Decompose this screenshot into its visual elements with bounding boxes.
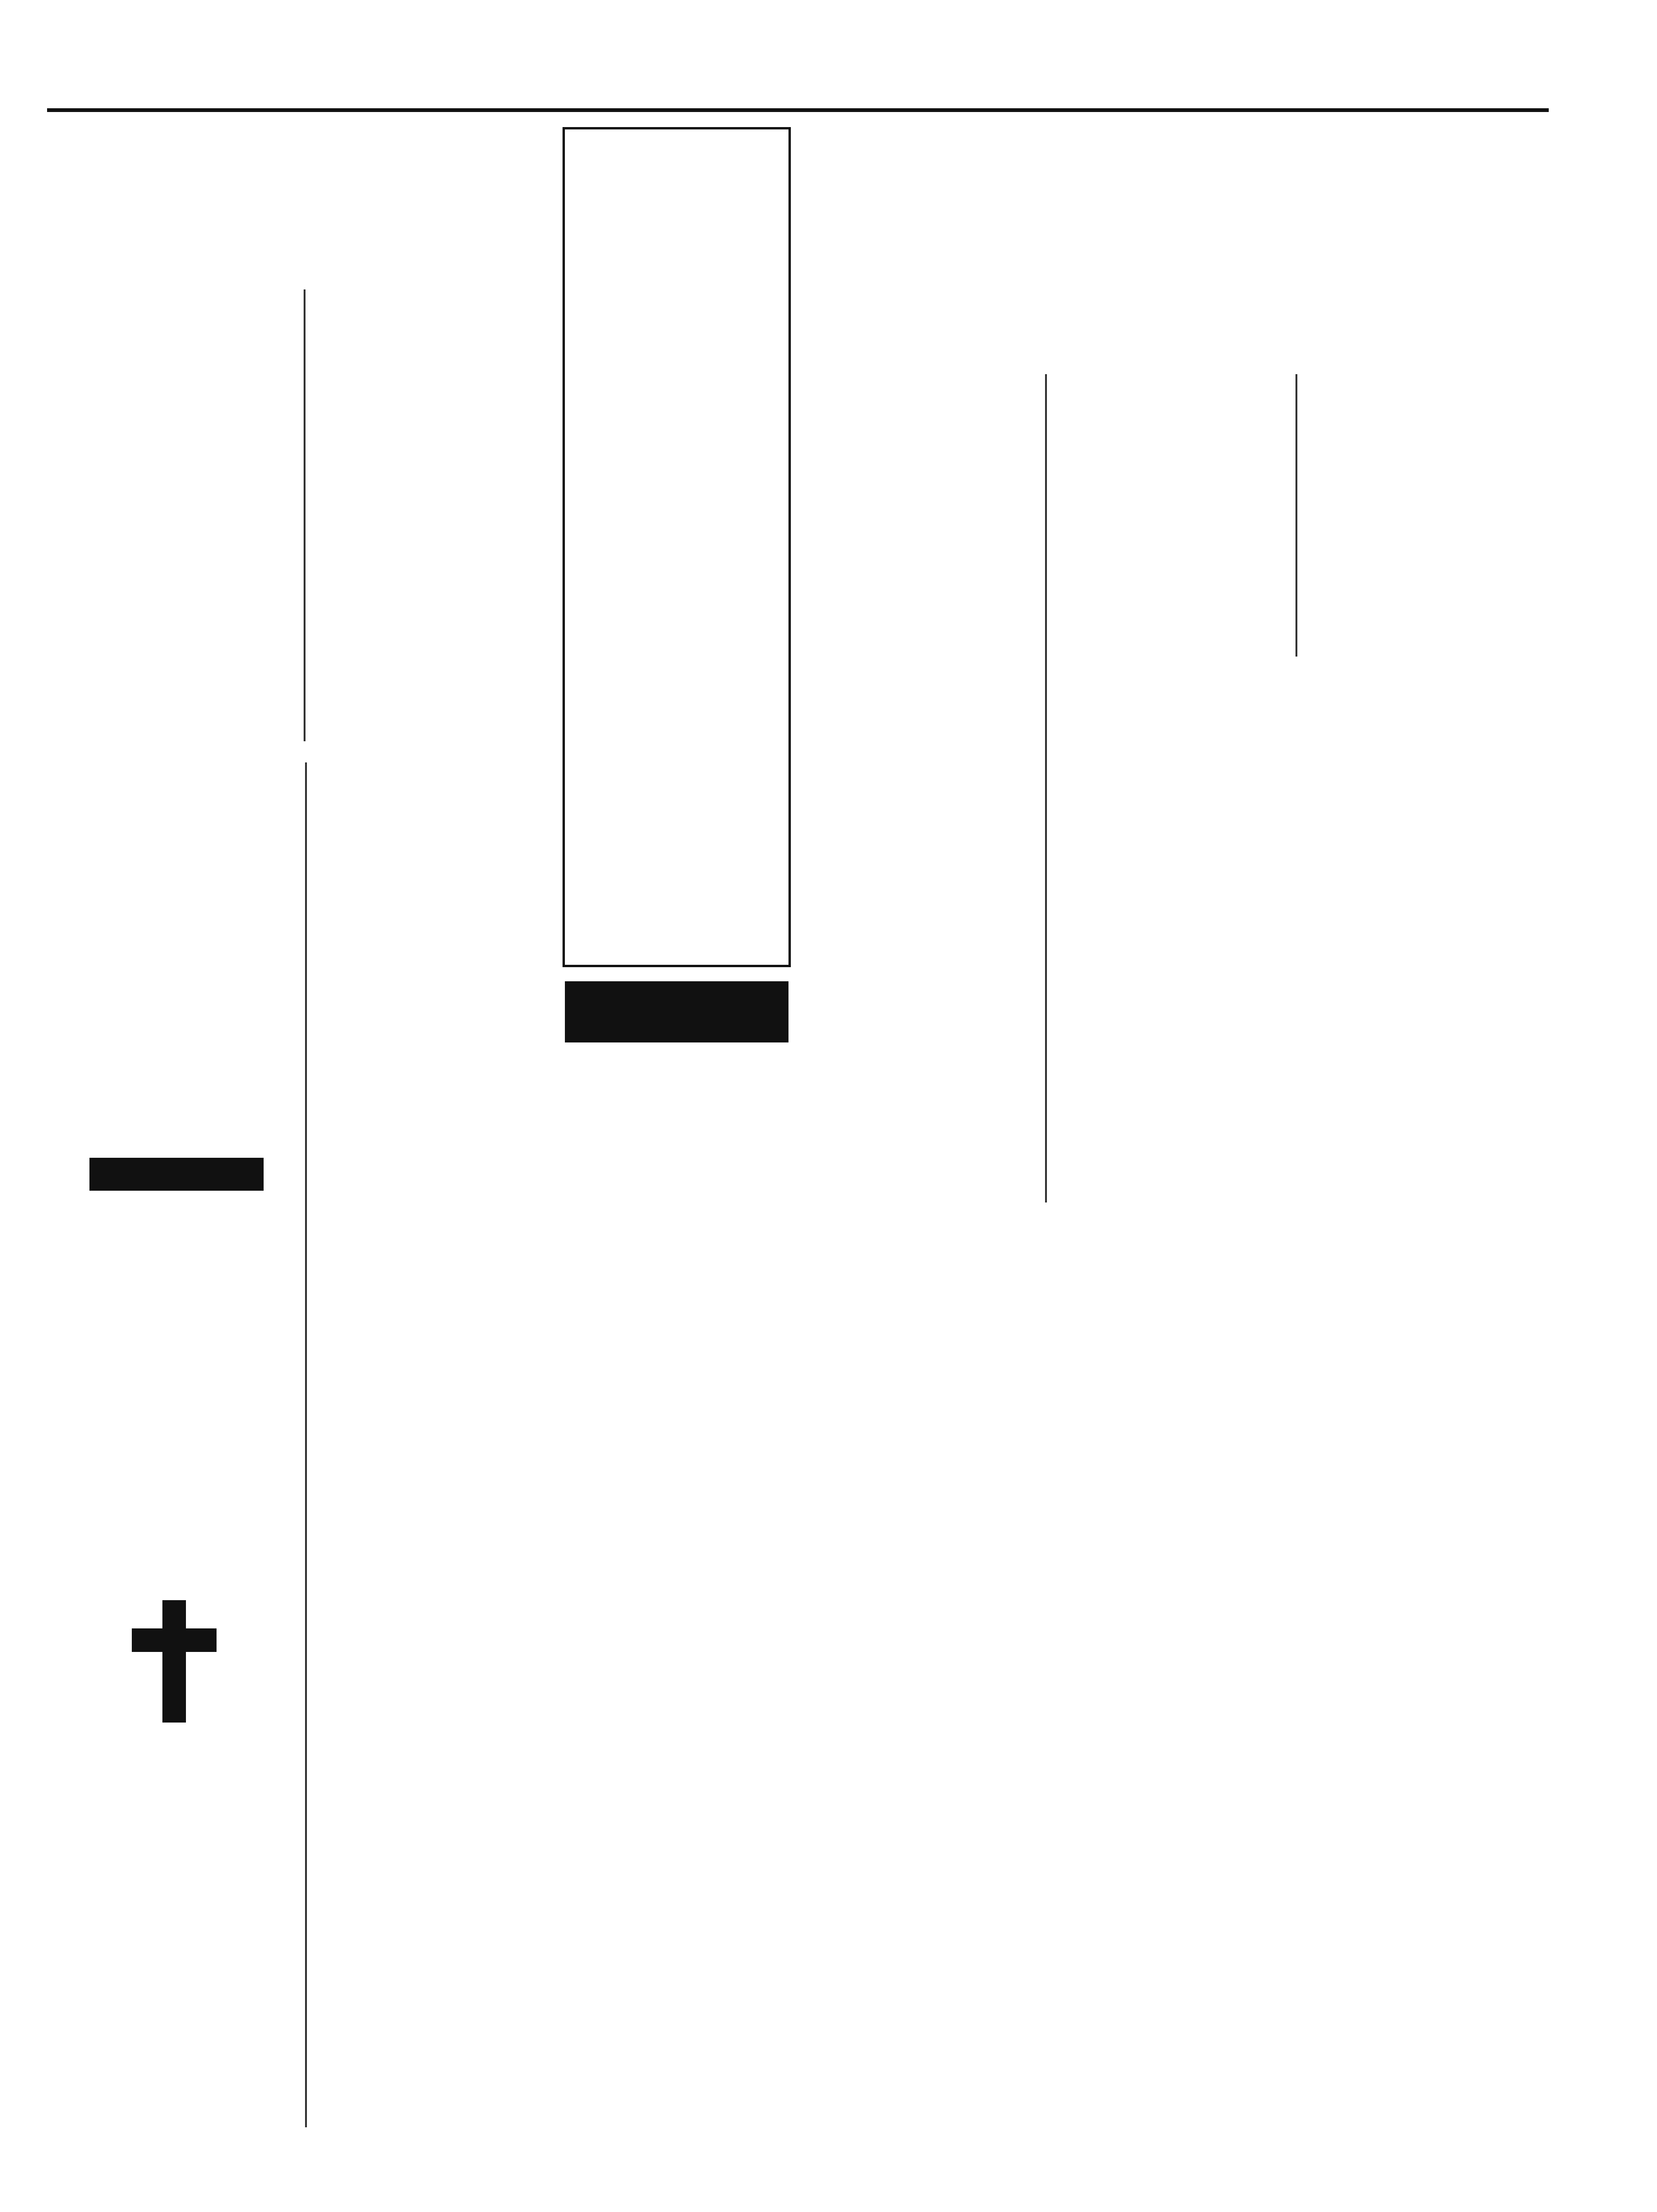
cross-icon xyxy=(132,1600,217,1723)
necrologia-label xyxy=(89,1158,264,1191)
pinhal-body xyxy=(313,1887,551,2170)
mortos-box xyxy=(563,127,791,967)
column-divider xyxy=(305,762,307,2127)
header-rule xyxy=(47,108,1549,112)
column-divider xyxy=(1295,374,1297,657)
vida-politica-label xyxy=(565,981,788,1042)
column-divider xyxy=(304,289,306,741)
column-divider xyxy=(1045,374,1047,1202)
